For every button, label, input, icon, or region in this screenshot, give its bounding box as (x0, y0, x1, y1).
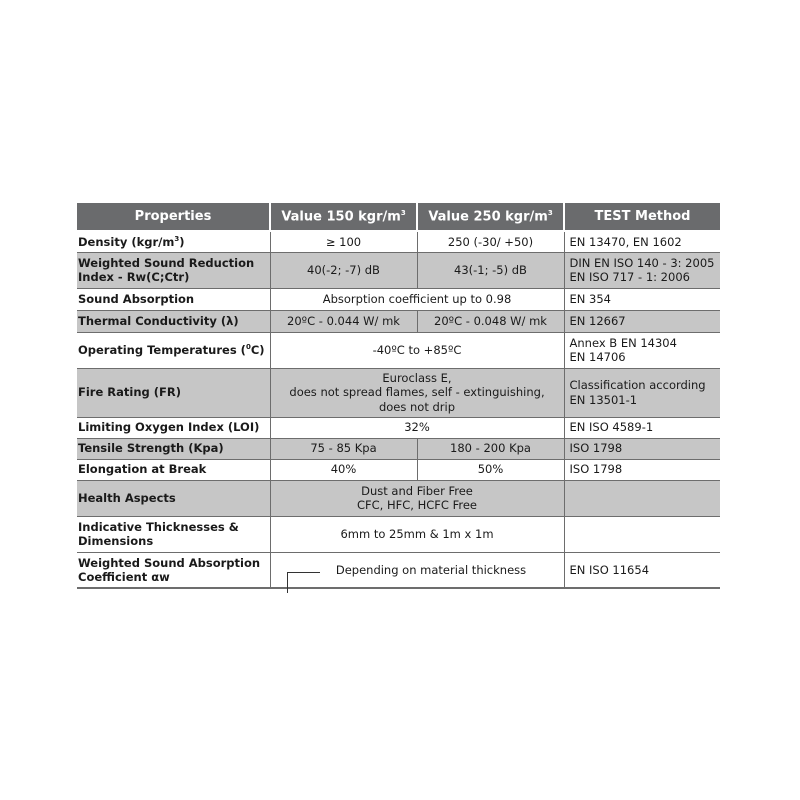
header-test-method: TEST Method (564, 203, 720, 231)
sound-reduction-value-150: 40(-2; -7) dB (270, 252, 417, 288)
table-row-density (77, 231, 720, 252)
operating-label: Operating Temperatures ($^0$C) (77, 332, 270, 368)
thickness-value: 6mm to 25mm & 1m x 1m (270, 516, 564, 552)
absorption-coeff-value: Depending on material thickness (270, 552, 564, 588)
density-label: Density $(kgr/m^3)$ (77, 231, 270, 252)
sound-absorption-value: Absorption coefficient up to 0.98 (270, 288, 564, 310)
health-value: Dust and Fiber Free CFC, HFC, HCFC Free (270, 480, 564, 516)
table-row-operating (77, 332, 720, 368)
fire-value: Euroclass E, does not spread flames, self - extinguishing, does not drip (270, 368, 564, 417)
tensile-value-250: 180 - 200 Kpa (417, 438, 564, 459)
sound-reduction-value-250: 43(-1; -5) dB (417, 252, 564, 288)
bracket-line (287, 572, 320, 593)
thickness-test (564, 516, 720, 552)
operating-value: -40ºC to +85ºC (270, 332, 564, 368)
table-row-fire (77, 368, 720, 417)
thermal-label: Thermal Conductivity (λ) (77, 310, 270, 332)
density-test: EN 13470, EN 1602 (564, 231, 720, 252)
thickness-label: Indicative Thicknesses & Dimensions (77, 516, 270, 552)
health-test (564, 480, 720, 516)
table-row-elongation (77, 459, 720, 480)
health-label: Health Aspects (77, 480, 270, 516)
loi-test: EN ISO 4589-1 (564, 417, 720, 438)
thermal-value-250: 20ºC - 0.048 W/ mk (417, 310, 564, 332)
sound-absorption-test: EN 354 (564, 288, 720, 310)
table-row-tensile (77, 438, 720, 459)
loi-label: Limiting Oxygen Index (LOI) (77, 417, 270, 438)
tensile-test: ISO 1798 (564, 438, 720, 459)
absorption-coeff-test: EN ISO 11654 (564, 552, 720, 588)
table-row-health (77, 480, 720, 516)
header-value-250: Value 250 kgr/$m^3$ (417, 203, 564, 231)
absorption-coeff-label: Weighted Sound Absorption Coefficient αw (77, 552, 270, 588)
density-value-150: ≥ 100 (270, 231, 417, 252)
thermal-value-150: 20ºC - 0.044 W/ mk (270, 310, 417, 332)
elongation-value-150: 40% (270, 459, 417, 480)
elongation-value-250: 50% (417, 459, 564, 480)
elongation-test: ISO 1798 (564, 459, 720, 480)
table-row-absorption-coeff (77, 552, 720, 588)
fire-test: Classification according EN 13501-1 (564, 368, 720, 417)
table-row-sound-absorption (77, 288, 720, 310)
operating-test: Annex B EN 14304 EN 14706 (564, 332, 720, 368)
thermal-test: EN 12667 (564, 310, 720, 332)
sound-absorption-label: Sound Absorption (77, 288, 270, 310)
elongation-label: Elongation at Break (77, 459, 270, 480)
sound-reduction-label: Weighted Sound Reduction Index - Rw(C;Ctr) (77, 252, 270, 288)
tensile-label: Tensile Strength (Kpa) (77, 438, 270, 459)
header-value-150: Value 150 kgr/$m^3$ (270, 203, 417, 231)
table-header-row (77, 203, 720, 231)
header-properties: Properties (77, 203, 270, 231)
sound-reduction-test: DIN EN ISO 140 - 3: 2005 EN ISO 717 - 1: 2006 (564, 252, 720, 288)
fire-label: Fire Rating (FR) (77, 368, 270, 417)
tensile-value-150: 75 - 85 Kpa (270, 438, 417, 459)
table-row-thickness (77, 516, 720, 552)
table-row-sound-reduction (77, 252, 720, 288)
density-value-250: 250 (-30/ +50) (417, 231, 564, 252)
properties-table (77, 203, 720, 589)
table-row-thermal (77, 310, 720, 332)
loi-value: 32% (270, 417, 564, 438)
table-row-loi (77, 417, 720, 438)
